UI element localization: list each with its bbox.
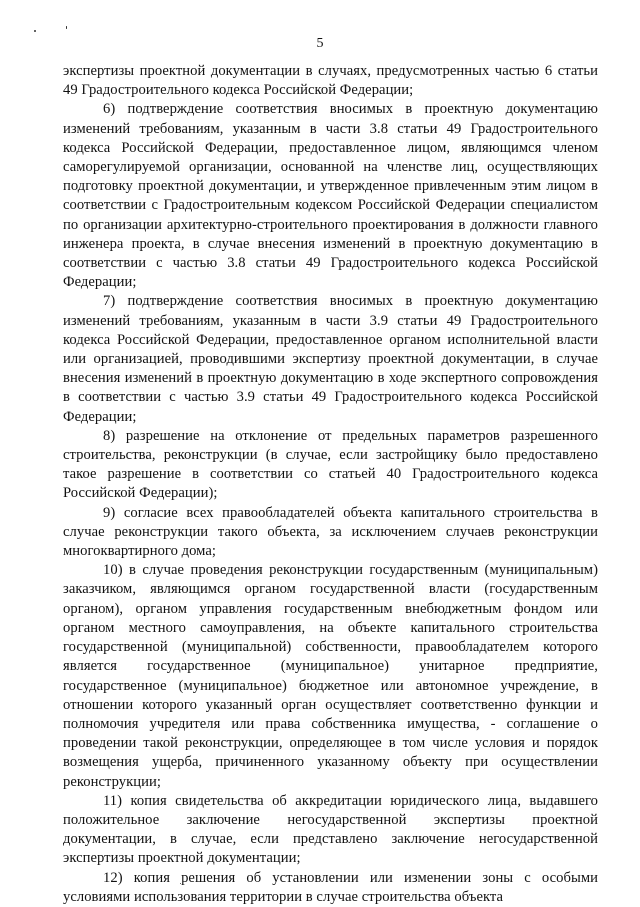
document-body <box>63 62 598 907</box>
page-number: 5 <box>316 36 324 51</box>
scan-speck <box>66 26 67 29</box>
paragraph-item-6: 6) подтверждение соответствия вносимых в проектную документацию изменений требованиям, указанным в части 3.8 статьи 49 Градостроительного кодекса Российской Федерации, предоставленное лицом, являющимся членом саморегулируемой организации, основанной на членстве лиц, осуществляющих подготовку проектной документации, и утвержденное привлеченным этим лицом в соответствии с Градостроительным кодексом Российской Федерации специалистом по организации архитектурно-строительного проектирования в должности главного инженера проекта, в случае внесения изменений в проектную документацию в соответствии с частью 3.8 статьи 49 Градостроительного кодекса Российской Федерации; <box>63 101 598 291</box>
paragraph-continuation: экспертизы проектной документации в случаях, предусмотренных частью 6 статьи 49 Градостроительного кодекса Российской Федерации; <box>63 63 598 99</box>
scan-speck <box>34 30 36 32</box>
paragraph-item-7: 7) подтверждение соответствия вносимых в проектную документацию изменений требованиям, указанным в части 3.9 статьи 49 Градостроительного кодекса Российской Федерации, предоставленное органом исполнительной власти или организацией, проводившими экспертизу проектной документации, в случае внесения изменений в проектную документацию в ходе экспертного сопровождения в соответствии с частью 3.9 статьи 49 Градостроительного кодекса Российской Федерации; <box>63 293 598 425</box>
paragraph-item-12: 12) копия решения об установлении или изменении зоны с особыми условиями использования территории в случае строительства объекта <box>63 869 598 905</box>
paragraph-item-9: 9) согласие всех правообладателей объекта капитального строительства в случае реконструкции такого объекта, за исключением случаев реконструкции многоквартирного дома; <box>63 504 598 560</box>
paragraph-item-8: 8) разрешение на отклонение от предельных параметров разрешенного строительства, реконструкции (в случае, если застройщику было предоставлено такое разрешение в соответствии со статьей 40 Градостроительного кодекса Российской Федерации); <box>63 427 598 502</box>
paragraph-item-10: 10) в случае проведения реконструкции государственным (муниципальным) заказчиком, являющимся органом государственной власти (государственным органом), органом управления государственным внебюджетным фондом или органом местного самоуправления, на объекте капитального строительства государственной (муниципальной) собственности, правообладателем которого является государственное (муниципальное) унитарное предприятие, государственное (муниципальное) бюджетное или автономное учреждение, в отношении которого указанный орган осуществляет соответственно функции и полномочия учредителя или права собственника имущества, - соглашение о проведении такой реконструкции, определяющее в том числе условия и порядок возмещения ущерба, причиненного указанному объекту при осуществлении реконструкции; <box>63 562 598 790</box>
paragraph-item-11: 11) копия свидетельства об аккредитации юридического лица, выдавшего положительное заключение негосударственной экспертизы проектной документации, в случае, если представлено заключение негосударственной экспертизы проектной документации; <box>63 792 598 867</box>
